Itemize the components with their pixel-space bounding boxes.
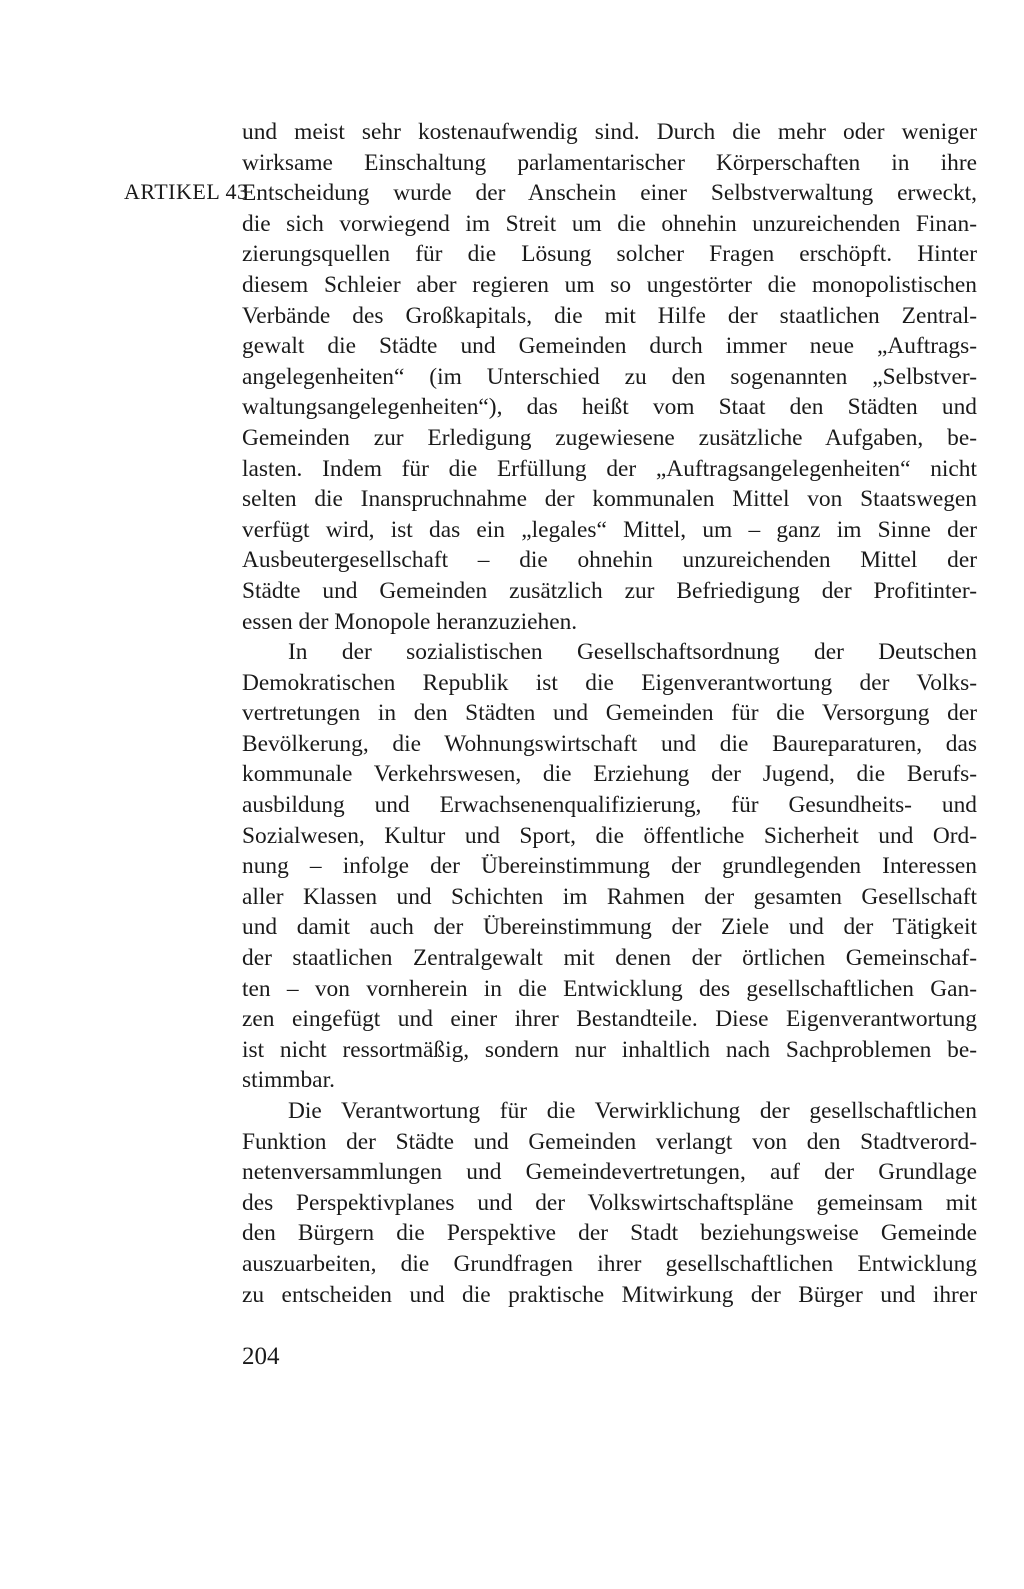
- text-line: wirksame Einschaltung parlamentarischer Körperschaften in ihre: [242, 149, 977, 176]
- text-line: ausbildung und Erwachsenenqualifizierung, für Gesundheits- und: [242, 792, 977, 819]
- text-line: waltungsangelegenheiten“), das heißt vom Staat den Städten und: [242, 394, 977, 421]
- text-line: Bevölkerung, die Wohnungswirtschaft und die Baureparaturen, das: [242, 730, 977, 757]
- text-line: den Bürgern die Perspektive der Stadt beziehungsweise Gemeinde: [242, 1220, 977, 1247]
- text-line: ist nicht ressortmäßig, sondern nur inhaltlich nach Sachproblemen be-: [242, 1036, 977, 1063]
- text-line: gewalt die Städte und Gemeinden durch immer neue „Auftrags-: [242, 333, 977, 360]
- text-line: lasten. Indem für die Erfüllung der „Auftragsangelegenheiten“ nicht: [242, 455, 977, 482]
- text-line: kommunale Verkehrswesen, die Erziehung der Jugend, die Berufs-: [242, 761, 977, 788]
- text-line: Demokratischen Republik ist die Eigenverantwortung der Volks-: [242, 669, 977, 696]
- text-line: die sich vorwiegend im Streit um die ohnehin unzureichenden Finan-: [242, 210, 977, 237]
- text-line: vertretungen in den Städten und Gemeinden für die Versorgung der: [242, 700, 977, 727]
- text-line: Ausbeutergesellschaft – die ohnehin unzureichenden Mittel der: [242, 547, 977, 574]
- text-line: Städte und Gemeinden zusätzlich zur Befriedigung der Profitinter-: [242, 577, 977, 604]
- text-line: Funktion der Städte und Gemeinden verlangt von den Stadtverord-: [242, 1128, 977, 1155]
- body-text: [242, 117, 977, 1310]
- text-line: Entscheidung wurde der Anschein einer Selbstverwaltung erweckt,: [242, 180, 977, 207]
- text-line: verfügt wird, ist das ein „legales“ Mittel, um – ganz im Sinne der: [242, 516, 977, 543]
- text-line: des Perspektivplanes und der Volkswirtschaftspläne gemeinsam mit: [242, 1189, 977, 1216]
- text-line: und damit auch der Übereinstimmung der Ziele und der Tätigkeit: [242, 914, 977, 941]
- text-line: stimmbar.: [242, 1067, 335, 1094]
- text-line: ten – von vornherein in die Entwicklung des gesellschaftlichen Gan-: [242, 975, 977, 1002]
- text-line: auszuarbeiten, die Grundfragen ihrer gesellschaftlichen Entwicklung: [242, 1250, 977, 1277]
- text-line: und meist sehr kostenaufwendig sind. Durch die mehr oder weniger: [242, 119, 977, 145]
- text-line: nung – infolge der Übereinstimmung der grundlegenden Interessen: [242, 853, 977, 880]
- text-line: Die Verantwortung für die Verwirklichung der gesellschaftlichen: [288, 1098, 977, 1124]
- text-line: der staatlichen Zentralgewalt mit denen der örtlichen Gemeinschaf-: [242, 945, 977, 972]
- text-line: Verbände des Großkapitals, die mit Hilfe der staatlichen Zentral-: [242, 302, 977, 329]
- text-line: zierungsquellen für die Lösung solcher Fragen erschöpft. Hinter: [242, 241, 977, 268]
- text-line: selten die Inanspruchnahme der kommunalen Mittel von Staatswegen: [242, 486, 977, 513]
- page-number: 204: [242, 1343, 280, 1370]
- text-line: zen eingefügt und einer ihrer Bestandteile. Diese Eigenverantwortung: [242, 1006, 977, 1033]
- text-line: essen der Monopole heranzuziehen.: [242, 608, 578, 635]
- text-line: netenversammlungen und Gemeindevertretungen, auf der Grundlage: [242, 1159, 977, 1186]
- text-line: aller Klassen und Schichten im Rahmen der gesamten Gesellschaft: [242, 883, 977, 910]
- text-line: angelegenheiten“ (im Unterschied zu den sogenannten „Selbstver-: [242, 363, 977, 390]
- text-line: Gemeinden zur Erledigung zugewiesene zusätzliche Aufgaben, be-: [242, 424, 977, 451]
- text-line: diesem Schleier aber regieren um so ungestörter die monopolistischen: [242, 271, 977, 298]
- text-line: zu entscheiden und die praktische Mitwirkung der Bürger und ihrer: [242, 1281, 977, 1308]
- text-line: Sozialwesen, Kultur und Sport, die öffentliche Sicherheit und Ord-: [242, 822, 977, 849]
- margin-label: ARTIKEL 43: [124, 179, 249, 204]
- text-line: In der sozialistischen Gesellschaftsordnung der Deutschen: [288, 639, 977, 666]
